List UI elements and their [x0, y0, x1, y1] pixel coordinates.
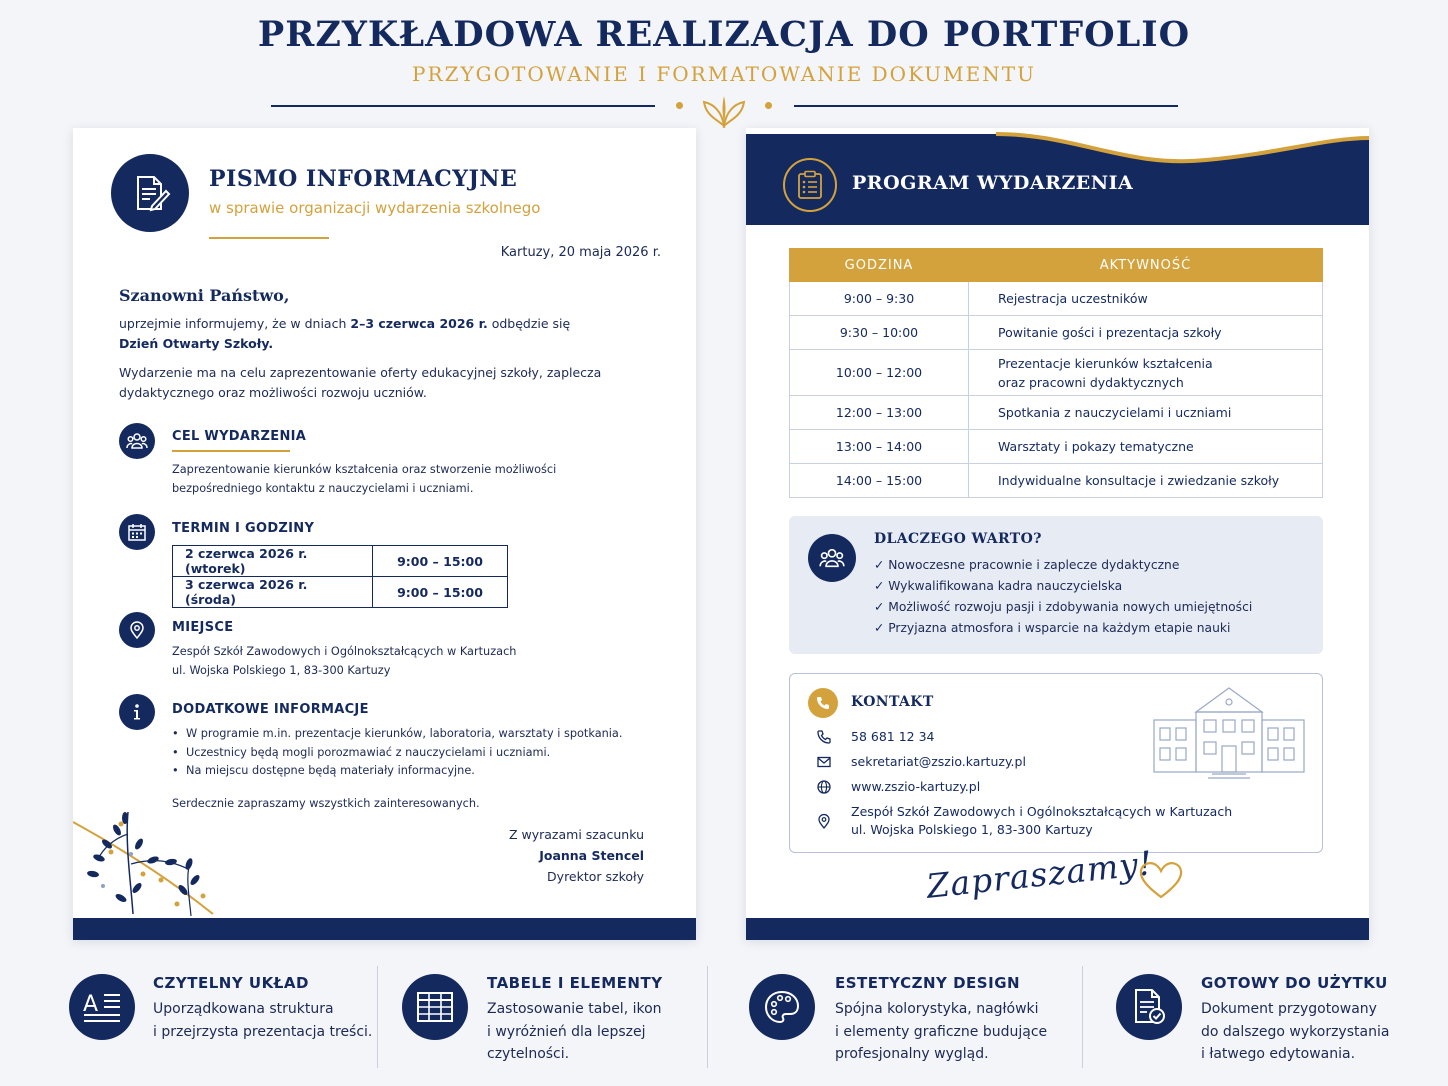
location-pin-icon: [816, 813, 832, 829]
svg-text:A: A: [83, 992, 99, 1017]
letter-badge: [111, 154, 189, 232]
feature-title: TABELE I ELEMENTY: [487, 974, 663, 992]
contact-panel: [789, 673, 1323, 853]
schedule-hours: 9:00 – 15:00: [373, 577, 508, 608]
phone-icon: [815, 695, 831, 711]
feature-text: Zastosowanie tabel, ikon i wyróżnień dla lepszej czytelności.: [487, 1001, 662, 1062]
goal-underline: [172, 450, 290, 452]
calendar-icon: [127, 522, 147, 542]
header-dot-left: [676, 102, 683, 109]
globe-icon: [816, 779, 832, 795]
program-badge: [783, 158, 837, 212]
why-badge: [808, 534, 856, 582]
table-header-row: [790, 249, 1323, 282]
program-footer-band: [746, 918, 1369, 940]
time-cell: 10:00 – 12:00: [790, 350, 969, 396]
list-item: ✓ Wykwalifikowana kadra nauczycielska: [874, 576, 1252, 597]
activity-cell: Spotkania z nauczycielami i uczniami: [969, 396, 1323, 430]
why-list: [874, 555, 1252, 639]
schedule-day: 3 czerwca 2026 r. (środa): [173, 577, 373, 608]
letter-subtitle: w sprawie organizacji wydarzenia szkolnego: [209, 199, 541, 217]
feature-title: ESTETYCZNY DESIGN: [835, 974, 1021, 992]
schedule-day: 2 czerwca 2026 r. (wtorek): [173, 546, 373, 577]
contact-badge: [808, 688, 838, 718]
signature-block: [509, 824, 644, 887]
feature-divider: [377, 966, 378, 1068]
list-item: • Uczestnicy będą mogli porozmawiać z nauczycielami i uczniami.: [186, 744, 622, 763]
location-pin-icon: [127, 620, 147, 640]
place-heading: MIEJSCE: [172, 620, 234, 635]
table-icon: [416, 991, 454, 1023]
salutation: Szanowni Państwo,: [119, 286, 290, 305]
feature-badge: [1116, 974, 1182, 1040]
schedule-heading: TERMIN I GODZINY: [172, 521, 315, 536]
activity-cell: Prezentacje kierunków kształcenia oraz pracowni dydaktycznych: [969, 350, 1323, 396]
why-heading: DLACZEGO WARTO?: [874, 531, 1042, 547]
column-header-time: GODZINA: [790, 249, 969, 282]
laurel-icon: [700, 92, 748, 128]
document-check-icon: [1131, 988, 1167, 1026]
feature-title: GOTOWY DO UŻYTKU: [1201, 974, 1388, 992]
regards: Z wyrazami szacunku: [508, 827, 644, 842]
feature-divider: [707, 966, 708, 1068]
time-cell: 9:30 – 10:00: [790, 316, 969, 350]
feature-text: Spójna kolorystyka, nagłówki i elementy graficzne budujące profesjonalny wygląd.: [835, 1001, 1048, 1062]
floral-decoration: [73, 804, 243, 922]
why-panel: [789, 516, 1323, 654]
closing-script: Zapraszamy!: [924, 843, 1155, 906]
people-icon: [126, 430, 148, 452]
header-divider-left: [271, 105, 655, 107]
program-title: PROGRAM WYDARZENIA: [852, 172, 1134, 194]
table-row: [790, 350, 1323, 396]
list-item: ✓ Nowoczesne pracownie i zaplecze dydaktyczne: [874, 555, 1252, 576]
table-row: [790, 282, 1323, 316]
heart-icon: [1138, 860, 1184, 900]
extra-badge: [119, 694, 155, 730]
phone-icon: [816, 729, 832, 745]
schedule-table: [172, 545, 508, 608]
document-pen-icon: [128, 171, 172, 215]
time-cell: 14:00 – 15:00: [790, 464, 969, 498]
header-dot-right: [765, 102, 772, 109]
letter-footer-band: [73, 918, 696, 940]
time-cell: 13:00 – 14:00: [790, 430, 969, 464]
feature-text: Dokument przygotowany do dalszego wykorzystania i łatwego edytowania.: [1201, 1001, 1390, 1062]
page-subtitle: PRZYGOTOWANIE I FORMATOWANIE DOKUMENTU: [412, 62, 1036, 86]
contact-address: Zespół Szkół Zawodowych i Ogólnokształcących w Kartuzach ul. Wojska Polskiego 1, 83-300 Kartuzy: [851, 804, 1233, 837]
table-row: [173, 546, 508, 577]
intro-paragraph: uprzejmie informujemy, że w dniach 2–3 czerwca 2026 r. odbędzie się Dzień Otwarty Szkoły.: [119, 316, 571, 351]
schedule-badge: [119, 514, 155, 550]
goal-badge: [119, 423, 155, 459]
title-underline: [209, 237, 329, 239]
program-card: [746, 128, 1369, 940]
goal-text: Zaprezentowanie kierunków kształcenia oraz stworzenie możliwości bezpośredniego kontaktu z nauczycielami i uczniami.: [172, 463, 557, 495]
list-item: • Na miejscu dostępne będą materiały informacyjne.: [186, 762, 622, 781]
time-cell: 9:00 – 9:30: [790, 282, 969, 316]
contact-website[interactable]: www.zszio-kartuzy.pl: [851, 779, 981, 794]
table-row: [790, 430, 1323, 464]
place-text: Zespół Szkół Zawodowych i Ogólnokształcących w Kartuzach ul. Wojska Polskiego 1, 83-300 Kartuzy: [172, 645, 517, 677]
list-item: ✓ Przyjazna atmosfora i wsparcie na każdym etapie nauki: [874, 618, 1252, 639]
contact-email[interactable]: sekretariat@zszio.kartuzy.pl: [851, 754, 1026, 769]
feature-title: CZYTELNY UKŁAD: [153, 974, 309, 992]
place-badge: [119, 612, 155, 648]
closing-text: Serdecznie zapraszamy wszystkich zainteresowanych.: [172, 797, 480, 810]
table-row: [173, 577, 508, 608]
purpose-paragraph: Wydarzenie ma na celu zaprezentowanie oferty edukacyjnej szkoły, zaplecza dydaktycznego oraz możliwości rozwoju uczniów.: [119, 365, 602, 400]
signer-name: Joanna Stencel: [539, 848, 644, 863]
goal-heading: CEL WYDARZENIA: [172, 429, 307, 444]
column-header-activity: AKTYWNOŚĆ: [969, 249, 1323, 282]
header-divider-right: [794, 105, 1178, 107]
contact-phone[interactable]: 58 681 12 34: [851, 729, 935, 744]
schedule-hours: 9:00 – 15:00: [373, 546, 508, 577]
feature-divider: [1082, 966, 1083, 1068]
extra-bullets: [186, 725, 622, 781]
activity-cell: Powitanie gości i prezentacja szkoły: [969, 316, 1323, 350]
table-row: [790, 316, 1323, 350]
palette-icon: [763, 989, 801, 1025]
school-building-icon: [1152, 684, 1306, 782]
activity-cell: Rejestracja uczestników: [969, 282, 1323, 316]
envelope-icon: [816, 754, 832, 770]
time-cell: 12:00 – 13:00: [790, 396, 969, 430]
activity-cell: Warsztaty i pokazy tematyczne: [969, 430, 1323, 464]
feature-badge: [69, 974, 135, 1040]
list-item: • W programie m.in. prezentacje kierunków, laboratoria, warsztaty i spotkania.: [186, 725, 622, 744]
clipboard-list-icon: [796, 170, 824, 200]
signer-role: Dyrektor szkoły: [547, 869, 644, 884]
table-row: [790, 396, 1323, 430]
activity-cell: Indywidualne konsultacje i zwiedzanie szkoły: [969, 464, 1323, 498]
letter-title: PISMO INFORMACYJNE: [209, 166, 518, 192]
feature-badge: [749, 974, 815, 1040]
program-table: [789, 248, 1323, 498]
feature-text: Uporządkowana struktura i przejrzysta prezentacja treści.: [153, 1001, 373, 1040]
table-row: [790, 464, 1323, 498]
info-icon: [127, 702, 147, 722]
feature-badge: [402, 974, 468, 1040]
page-title: PRZYKŁADOWA REALIZACJA DO PORTFOLIO: [257, 14, 1191, 55]
text-layout-icon: [82, 989, 122, 1025]
extra-heading: DODATKOWE INFORMACJE: [172, 702, 369, 717]
people-icon: [818, 545, 846, 571]
letter-date: Kartuzy, 20 maja 2026 r.: [500, 245, 661, 260]
list-item: ✓ Możliwość rozwoju pasji i zdobywania nowych umiejętności: [874, 597, 1252, 618]
contact-heading: KONTAKT: [851, 694, 934, 710]
letter-card: [73, 128, 696, 940]
